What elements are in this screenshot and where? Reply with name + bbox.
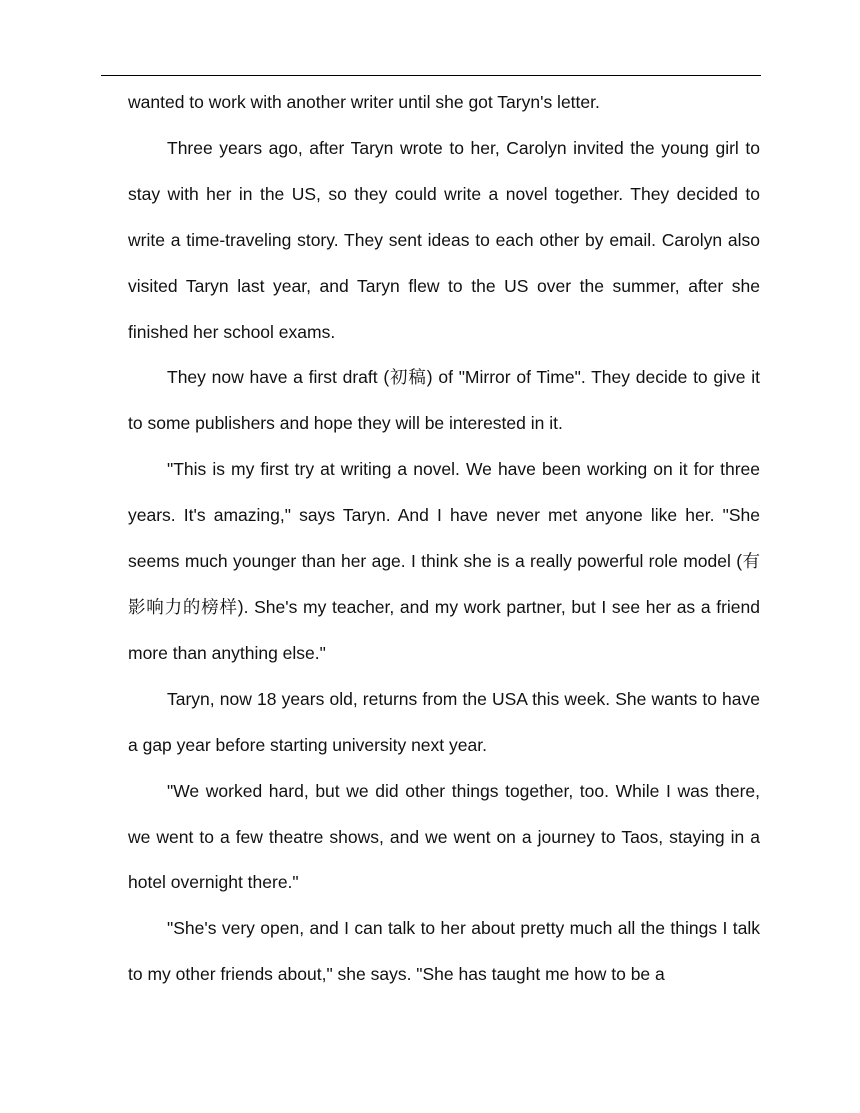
paragraph: "We worked hard, but we did other things together, too. While I was there, we went to a few theatre shows, and we went on a journey to Taos, staying in a hotel overnight there." — [128, 780, 760, 893]
paragraph-continuation: wanted to work with another writer until she got Taryn's letter. — [128, 92, 600, 112]
paragraph: Three years ago, after Taryn wrote to her, Carolyn invited the young girl to stay with her in the US, so they could write a novel together. They decided to write a time-traveling story. They sent ideas to each other by email. Carolyn also visited Taryn last year, and Taryn flew to the US over the summer, after she finished her school exams. — [128, 137, 760, 342]
paragraph: Taryn, now 18 years old, returns from the USA this week. She wants to have a gap year before starting university next year. — [128, 688, 760, 755]
article-body — [128, 80, 760, 998]
paragraph: They now have a first draft (初稿) of "Mirror of Time". They decide to give it to some publishers and hope they will be interested in it. — [128, 367, 760, 434]
paragraph: "She's very open, and I can talk to her about pretty much all the things I talk to my other friends about," she says. "She has taught me how to be a — [128, 918, 760, 985]
paragraph: "This is my first try at writing a novel. We have been working on it for three years. It's amazing," says Taryn. And I have never met anyone like her. "She seems much younger than her age. I think she is a really powerful role model (有影响力的榜样). She's my teacher, and my work partner, but I see her as a friend more than anything else." — [128, 459, 760, 663]
header-rule — [101, 75, 761, 76]
